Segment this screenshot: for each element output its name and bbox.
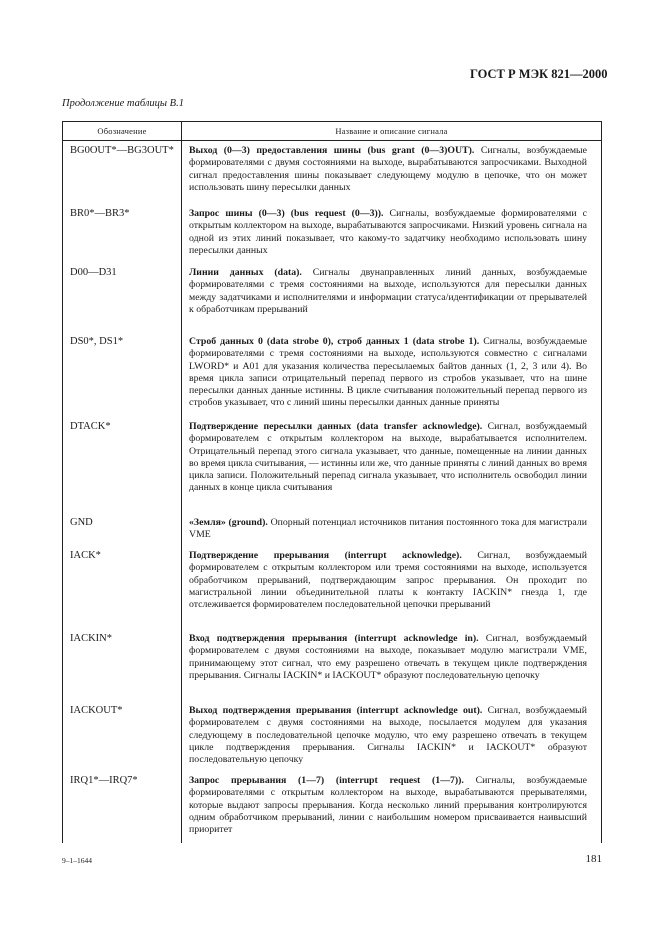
signal-name: DTACK* (70, 421, 111, 432)
signal-title: Запрос шины (0—3) (bus request (0—3)). (189, 208, 384, 219)
signal-description (189, 705, 587, 766)
signal-description (189, 267, 587, 316)
signal-title: Вход подтверждения прерывания (interrupt acknowledge in). (189, 633, 479, 644)
signal-name: IRQ1*—IRQ7* (70, 775, 138, 786)
signal-description (189, 775, 587, 836)
signal-title: Подтверждение пересылки данных (data transfer acknowledge). (189, 421, 483, 432)
signal-text: Опорный потенциал источников питания постоянного тока для магистрали VME (189, 517, 587, 541)
signal-description (189, 550, 587, 611)
signal-name: BG0OUT*—BG3OUT* (70, 145, 174, 156)
signal-text: Сигналы, возбуждаемые формирователями с открытым коллектором на выходе, вырабатываются запросчиками. Низкий уровень сигнала на одной из этих линий показывает, что какому-то задатчику необходимо использовать шину пересылки данных (189, 208, 587, 256)
table-caption: Продолжение таблицы В.1 (62, 98, 184, 109)
signal-description (189, 208, 587, 257)
signal-name: IACKOUT* (70, 705, 123, 716)
signal-title: Линии данных (data). (189, 267, 302, 278)
standard-header: ГОСТ Р МЭК 821—2000 (470, 67, 608, 81)
signal-description (189, 517, 587, 542)
signal-description (189, 336, 587, 410)
page-number: 181 (585, 853, 602, 865)
signal-title: Строб данных 0 (data strobe 0), строб данных 1 (data strobe 1). (189, 336, 480, 347)
signal-description (189, 421, 587, 495)
signal-text: Сигналы, возбуждаемые формирователями с двумя состояниями на выходе, вырабатываются запросчиками. Выходной сигнал предоставления шины показывает следующему модулю в цепочке, что он может использовать шину пересылки данных (189, 145, 587, 193)
table-header-row (63, 122, 601, 141)
signal-table (62, 121, 602, 843)
signal-text: Сигналы, возбуждаемые формирователями с открытым коллектором на выходе, вырабатываются прерывателями, которые выдают запросы прерывания. Когда несколько линий прерывания контролируются одним обработчиком прерываний, линии с наибольшим номером присваивается наивысший приоритет (189, 775, 587, 836)
signal-description (189, 633, 587, 682)
signal-text: Сигнал, возбуждаемый формирователем с открытым коллектором на выходе, вырабатывается исполнителем. Отрицательный перепад этого сигнала указывает, что данные, помещенные на линии данных во время цикла считывания, — истинны или же, что данные приняты с линий данных во время цикла записи. Положительный перепад сигнала указывает, что исполнитель освободил линии данных в конце цикла считывания (189, 421, 587, 494)
signal-text: Сигналы двунаправленных линий данных, возбуждаемые формирователями с тремя состояниями на выходе, используются для пересылки данных между задатчиками и исполнителями и информации статуса/идентификации от прерывателей к обработчикам прерываний (189, 267, 587, 315)
signal-title: Подтверждение прерывания (interrupt acknowledge). (189, 550, 462, 561)
signal-name: DS0*, DS1* (70, 336, 124, 347)
signal-title: Выход подтверждения прерывания (interrupt acknowledge out). (189, 705, 483, 716)
signal-text: Сигнал, возбуждаемый формирователем с двумя состояниями на выходе, посылается модулем для указания следующему в последовательной цепочке модулю, что ему разрешено отвечать в текущем цикле подтверждения прерывания. Сигналы IACKIN* и IACKOUT* образуют последовательную цепочку (189, 705, 587, 766)
column-header-description: Название и описание сигнала (335, 126, 448, 136)
signal-name: IACKIN* (70, 633, 112, 644)
signal-title: «Земля» (ground). (189, 517, 268, 528)
print-code: 9–1–1644 (62, 856, 92, 865)
signal-name: GND (70, 517, 93, 528)
column-header-designation: Обозначение (97, 126, 147, 136)
signal-name: D00—D31 (70, 267, 117, 278)
signal-name: BR0*—BR3* (70, 208, 130, 219)
signal-text: Сигнал, возбуждаемый формирователем с открытым коллектором или тремя состояниями на выходе, используется обработчиком прерываний, подтверждающим запрос прерывания. Он проходит по магистральной линии объединительной платы к контакту IACKIN* гнезда 1, где отслеживается формирователем последовательной цепочки прерываний (189, 550, 587, 611)
signal-name: IACK* (70, 550, 101, 561)
signal-description (189, 145, 587, 194)
column-divider (181, 122, 182, 843)
signal-title: Запрос прерывания (1—7) (interrupt request (1—7)). (189, 775, 464, 786)
signal-text: Сигналы, возбуждаемые формирователями с тремя состояниями на выходе, используются совместно с сигналами LWORD* и A01 для указания количества пересылаемых байтов данных (1, 2, 3 или 4). Во время цикла записи отрицательный перепад первого из стробов указывает, что на шине пересылки данных данные истинны. В цикле считывания положительный перепад первого из стробов указывает, что с линий шины пересылки данных данные приняты (189, 336, 587, 409)
signal-title: Выход (0—3) предоставления шины (bus grant (0—3)OUT). (189, 145, 475, 156)
signal-text: Сигнал, возбуждаемый формирователем с двумя состояниями на выходе, показывает модулю магистрали VME, принимающему этот сигнал, что ему разрешено отвечать в текущем цикле подтверждения прерывания. Сигналы IACKIN* и IACKOUT* образуют последовательную цепочку (189, 633, 587, 681)
